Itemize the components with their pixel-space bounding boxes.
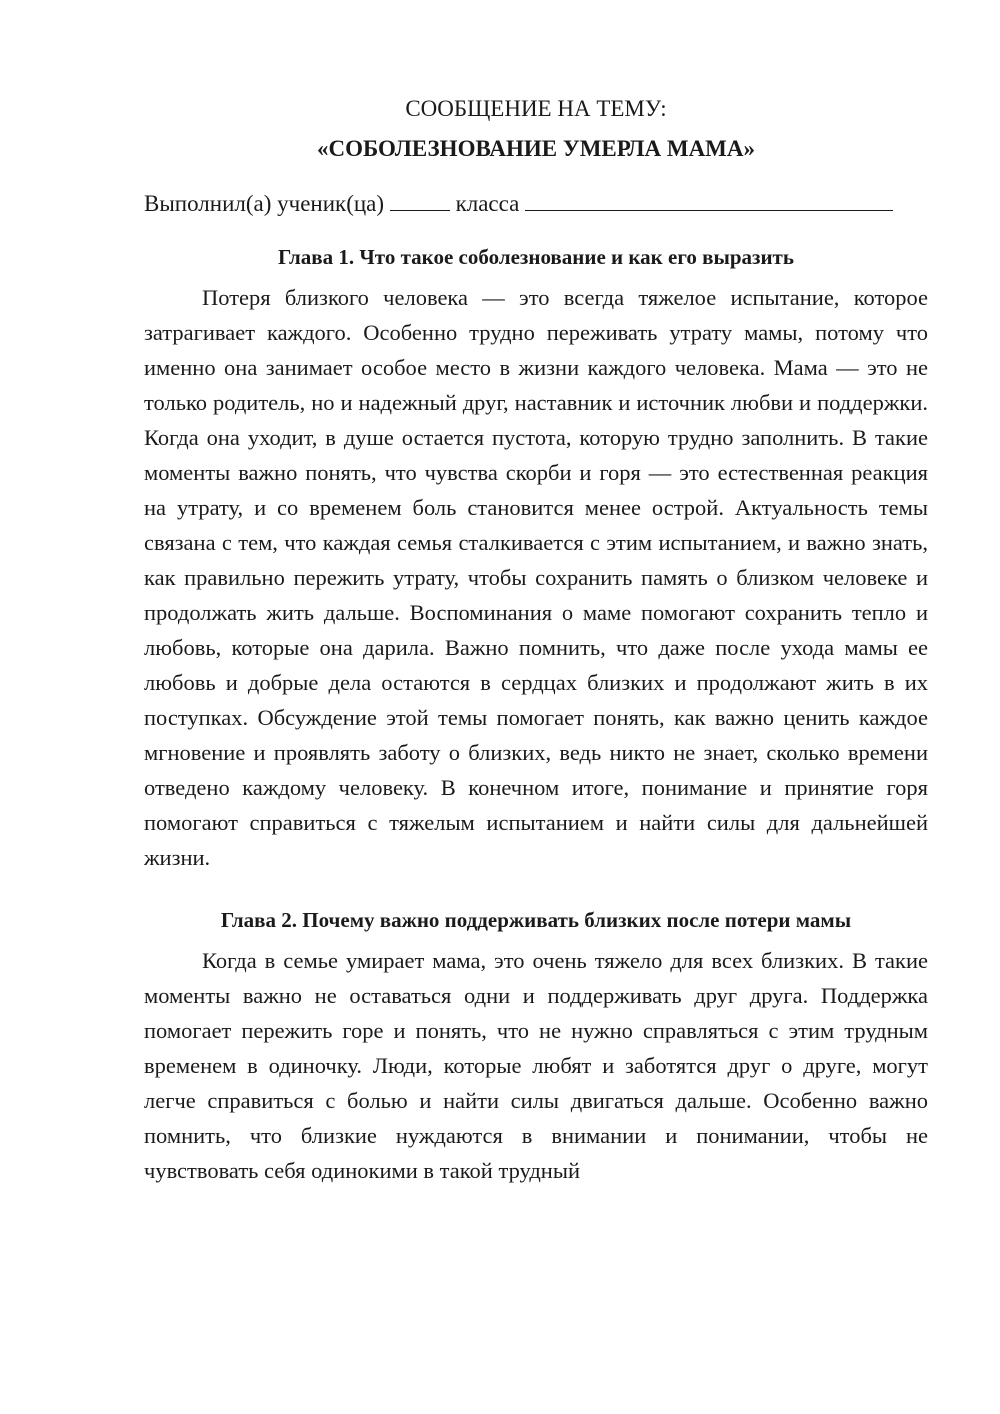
chapter-2-heading: Глава 2. Почему важно поддерживать близких после потери мамы — [220, 908, 852, 932]
document-topic-label: СООБЩЕНИЕ НА ТЕМУ: — [405, 96, 667, 121]
document-page — [144, 90, 928, 1188]
author-line — [144, 188, 928, 220]
student-name-blank[interactable] — [525, 188, 893, 211]
chapter-1-heading: Глава 1. Что такое соболезнование и как его выразить — [278, 245, 794, 269]
chapter-2-paragraph: Когда в семье умирает мама, это очень тяжело для всех близких. В такие моменты важно не оставаться одни и поддерживать друг друга. Поддержка помогает пережить горе и понять, что не нужно справляться с этим трудным временем в одиночку. Люди, которые любят и заботятся друг о друге, могут легче справиться с болью и найти силы двигаться дальше. Особенно важно помнить, что близкие нуждаются в внимании и понимании, чтобы не чувствовать себя одинокими в такой трудный — [144, 948, 928, 1183]
class-number-blank[interactable] — [390, 188, 450, 211]
document-title: «СОБОЛЕЗНОВАНИЕ УМЕРЛА МАМА» — [316, 136, 755, 161]
author-class-label: класса — [455, 191, 520, 216]
chapter-1-paragraph: Потеря близкого человека — это всегда тяжелое испытание, которое затрагивает каждого. Особенно трудно переживать утрату мамы, потому что именно она занимает особое место в жизни каждого человека. Мама — это не только родитель, но и надежный друг, наставник и источник любви и поддержки. Когда она уходит, в душе остается пустота, которую трудно заполнить. В такие моменты важно понять, что чувства скорби и горя — это естественная реакция на утрату, и со временем боль становится менее острой. Актуальность темы связана с тем, что каждая семья сталкивается с этим испытанием, и важно знать, как правильно пережить утрату, чтобы сохранить память о близком человеке и продолжать жить дальше. Воспоминания о маме помогают сохранить тепло и любовь, которые она дарила. Важно помнить, что даже после ухода мамы ее любовь и добрые дела остаются в сердцах близких и продолжают жить в их поступках. Обсуждение этой темы помогает понять, как важно ценить каждое мгновение и проявлять заботу о близких, ведь никто не знает, сколько времени отведено каждому человеку. В конечном итоге, понимание и принятие горя помогают справиться с тяжелым испытанием и найти силы для дальнейшей жизни. — [144, 285, 928, 870]
author-prefix: Выполнил(а) ученик(ца) — [144, 191, 385, 216]
